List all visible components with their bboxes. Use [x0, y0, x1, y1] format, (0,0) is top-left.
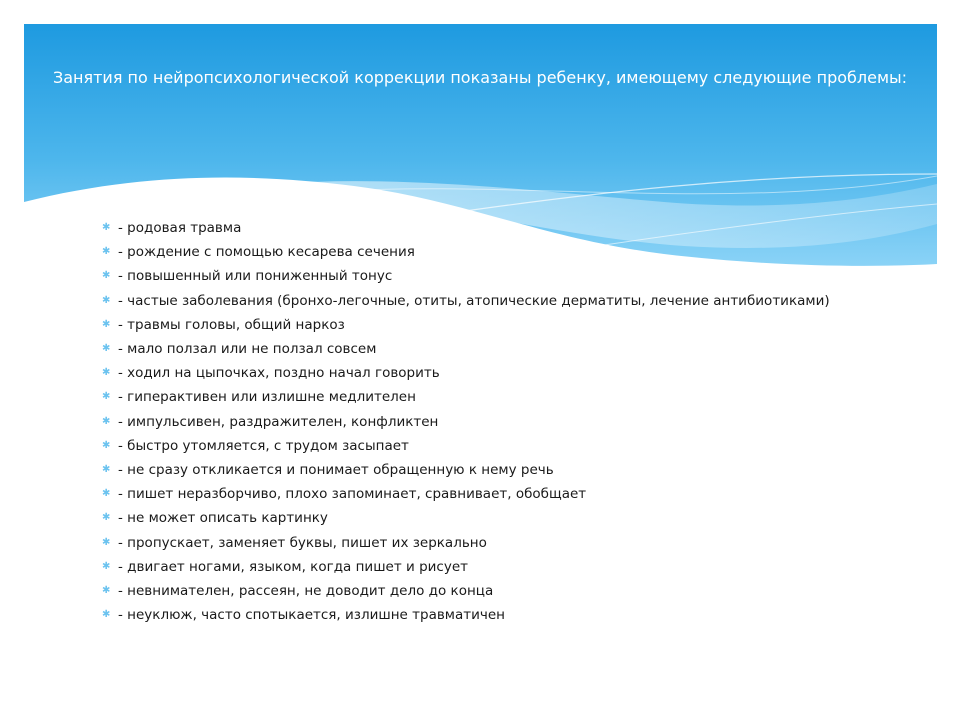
asterisk-icon: ✱: [102, 415, 111, 427]
asterisk-icon: ✱: [102, 270, 111, 282]
asterisk-icon: ✱: [102, 439, 111, 451]
list-item-text: - не может описать картинку: [118, 510, 328, 527]
asterisk-icon: ✱: [102, 463, 111, 475]
list-item: [102, 603, 902, 627]
list-item: [102, 313, 902, 337]
list-item-text: - импульсивен, раздражителен, конфликтен: [118, 413, 439, 430]
asterisk-icon: ✱: [102, 536, 111, 548]
list-item: [102, 337, 902, 361]
asterisk-icon: ✱: [102, 343, 111, 355]
list-item-text: - неуклюж, часто спотыкается, излишне травматичен: [118, 607, 506, 624]
list-item: [102, 240, 902, 264]
list-item-text: - пишет неразборчиво, плохо запоминает, сравнивает, обобщает: [118, 486, 587, 503]
list-item: [102, 482, 902, 506]
asterisk-icon: ✱: [102, 488, 111, 500]
list-item-text: - не сразу откликается и понимает обращенную к нему речь: [118, 461, 554, 478]
list-item-text: - пропускает, заменяет буквы, пишет их зеркально: [118, 534, 487, 551]
list-item-text: - гиперактивен или излишне медлителен: [118, 389, 416, 406]
asterisk-icon: ✱: [102, 294, 111, 306]
list-item: [102, 555, 902, 579]
asterisk-icon: ✱: [102, 512, 111, 524]
list-item: [102, 410, 902, 434]
list-item-text: - мало ползал или не ползал совсем: [118, 341, 377, 358]
list-item-text: - быстро утомляется, с трудом засыпает: [118, 437, 409, 454]
list-item: [102, 216, 902, 240]
asterisk-icon: ✱: [102, 318, 111, 330]
list-item: [102, 361, 902, 385]
asterisk-icon: ✱: [102, 560, 111, 572]
list-item: [102, 385, 902, 409]
list-item: [102, 264, 902, 288]
list-item: [102, 579, 902, 603]
asterisk-icon: ✱: [102, 367, 111, 379]
list-item: [102, 289, 902, 313]
problem-list: [102, 216, 902, 627]
list-item-text: - невнимателен, рассеян, не доводит дело до конца: [118, 582, 494, 599]
list-item-text: - травмы головы, общий наркоз: [118, 316, 345, 333]
list-item: [102, 506, 902, 530]
asterisk-icon: ✱: [102, 391, 111, 403]
list-item: [102, 458, 902, 482]
asterisk-icon: ✱: [102, 222, 111, 234]
asterisk-icon: ✱: [102, 246, 111, 258]
list-item-text: - частые заболевания (бронхо-легочные, отиты, атопические дерматиты, лечение антибиотиками): [118, 292, 830, 309]
list-item-text: - ходил на цыпочках, поздно начал говорить: [118, 365, 440, 382]
asterisk-icon: ✱: [102, 609, 111, 621]
list-item: [102, 530, 902, 554]
list-item-text: - рождение с помощью кесарева сечения: [118, 244, 415, 261]
list-item-text: - повышенный или пониженный тонус: [118, 268, 393, 285]
asterisk-icon: ✱: [102, 584, 111, 596]
list-item-text: - родовая травма: [118, 220, 242, 237]
slide-title: Занятия по нейропсихологической коррекции показаны ребенку, имеющему следующие проблемы:: [52, 68, 908, 87]
list-item: [102, 434, 902, 458]
list-item-text: - двигает ногами, языком, когда пишет и рисует: [118, 558, 468, 575]
